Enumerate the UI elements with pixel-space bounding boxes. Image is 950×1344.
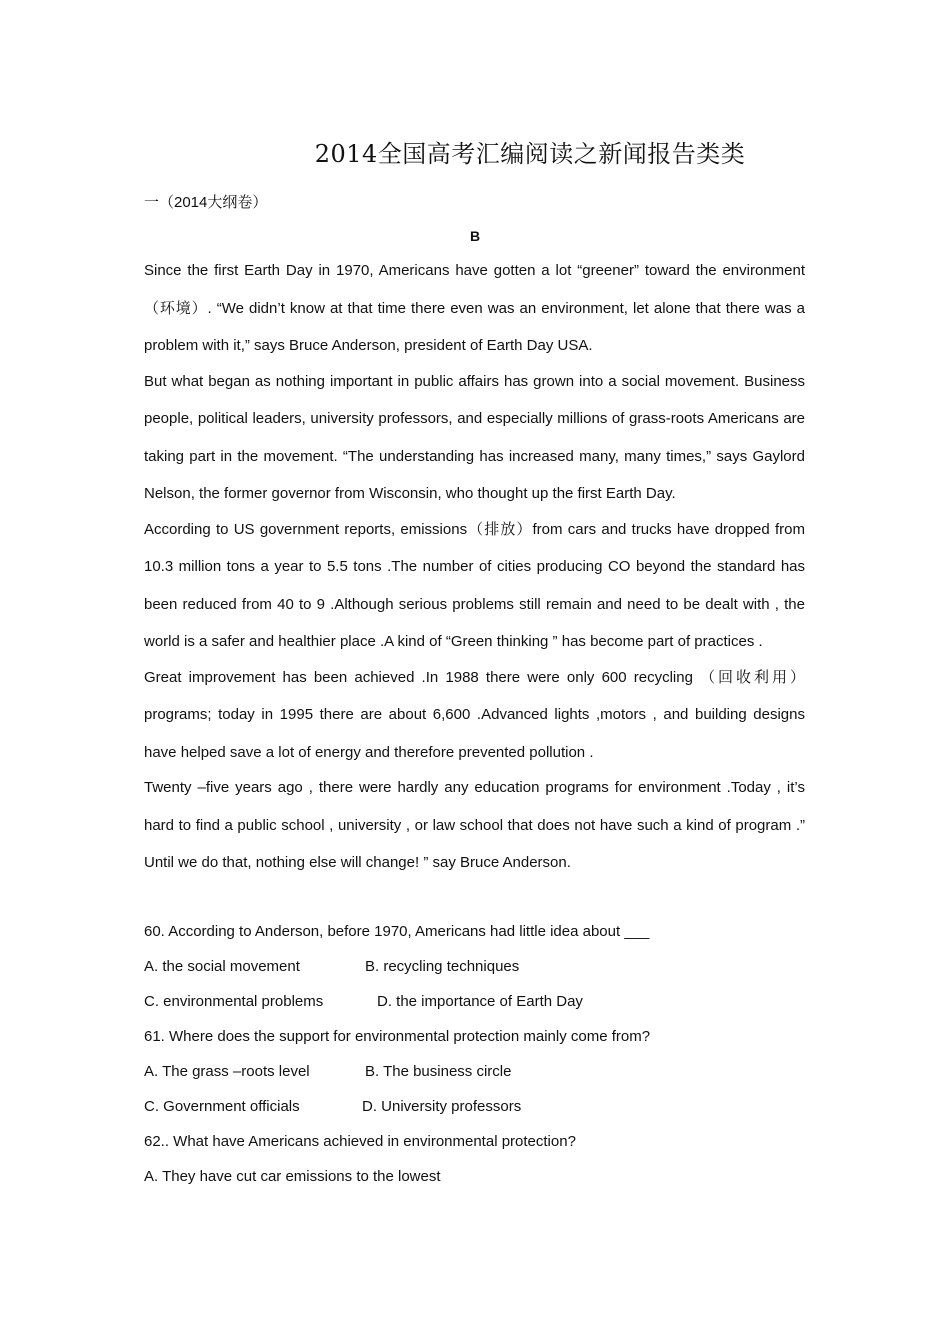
question-option: D. the importance of Earth Day bbox=[377, 993, 583, 1010]
passage-paragraph: Since the first Earth Day in 1970, Americans have gotten a lot “greener” toward the environment（环境）. “We didn’t know at that time there even was an environment, let alone that there was a problem with it,” says Bruce Anderson, president of Earth Day USA. bbox=[144, 262, 805, 354]
question-option: A. the social movement bbox=[144, 958, 300, 975]
question-option: A. The grass –roots level bbox=[144, 1063, 310, 1080]
passage-paragraph: Twenty –five years ago , there were hardly any education programs for environment .Today , it’s hard to find a public school , university , or law school that does not have such a kind of program .” Until we do that, nothing else will change! ” say Bruce Anderson. bbox=[144, 779, 805, 871]
question-option: D. University professors bbox=[362, 1098, 522, 1115]
passage-label: B bbox=[469, 228, 481, 244]
question-option: B. recycling techniques bbox=[365, 958, 520, 975]
question-stem: 60. According to Anderson, before 1970, Americans had little idea about ___ bbox=[144, 923, 650, 940]
question-stem: 62.. What have Americans achieved in environmental protection? bbox=[144, 1133, 576, 1150]
section-label: 一（2014大纲卷） bbox=[144, 194, 268, 211]
question-stem: 61. Where does the support for environmental protection mainly come from? bbox=[144, 1028, 651, 1045]
question-option: A. They have cut car emissions to the lowest bbox=[144, 1168, 441, 1185]
question-option: C. environmental problems bbox=[144, 993, 324, 1010]
passage-paragraph: According to US government reports, emissions（排放）from cars and trucks have dropped from 10.3 million tons a year to 5.5 tons .The number of cities producing CO beyond the standard has been reduced from 40 to 9 .Although serious problems still remain and need to be dealt with , the world is a safer and healthier place .A kind of “Green thinking ” has become part of practices . bbox=[144, 520, 805, 650]
passage-paragraph: Great improvement has been achieved .In 1988 there were only 600 recycling （回收利用） programs; today in 1995 there are about 6,600 .Advanced lights ,motors , and building designs have helped save a lot of energy and therefore prevented pollution . bbox=[144, 668, 805, 761]
document-title: 2014全国高考汇编阅读之新闻报告类类 bbox=[314, 140, 746, 168]
question-option: B. The business circle bbox=[365, 1063, 512, 1080]
question-option: C. Government officials bbox=[144, 1098, 300, 1115]
passage-body bbox=[144, 252, 805, 882]
passage-paragraph: But what began as nothing important in public affairs has grown into a social movement. Business people, political leaders, university professors, and especially millions of grass-roots Americans are taking part in the movement. “The understanding has increased many, many times,” says Gaylord Nelson, the former governor from Wisconsin, who thought up the first Earth Day. bbox=[144, 372, 805, 502]
